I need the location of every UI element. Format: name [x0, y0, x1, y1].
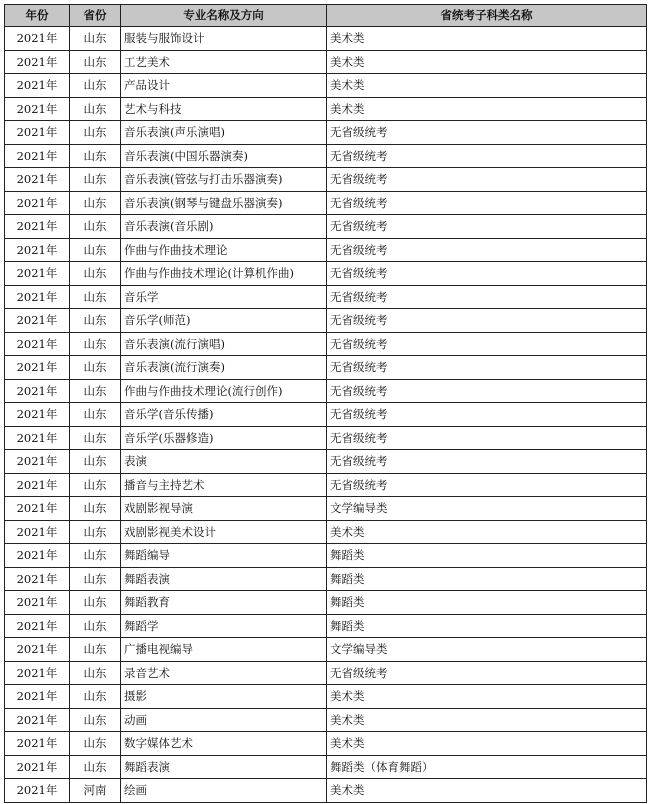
cell-year: 2021年	[5, 403, 70, 427]
cell-major: 音乐学(乐器修造)	[121, 426, 327, 450]
cell-exam-category: 无省级统考	[327, 356, 647, 380]
cell-exam-category: 美术类	[327, 74, 647, 98]
table-row	[5, 50, 647, 74]
cell-province: 山东	[70, 27, 121, 51]
cell-exam-category: 无省级统考	[327, 238, 647, 262]
cell-province: 山东	[70, 97, 121, 121]
table-row	[5, 755, 647, 779]
table-row	[5, 661, 647, 685]
cell-province: 山东	[70, 238, 121, 262]
cell-year: 2021年	[5, 97, 70, 121]
cell-major: 音乐表演(中国乐器演奏)	[121, 144, 327, 168]
cell-major: 音乐表演(声乐演唱)	[121, 121, 327, 145]
table-row	[5, 544, 647, 568]
cell-year: 2021年	[5, 638, 70, 662]
cell-year: 2021年	[5, 732, 70, 756]
table-row	[5, 27, 647, 51]
cell-province: 山东	[70, 168, 121, 192]
table-row	[5, 638, 647, 662]
cell-exam-category: 舞蹈类	[327, 614, 647, 638]
table-row	[5, 191, 647, 215]
table-row	[5, 567, 647, 591]
table-row	[5, 144, 647, 168]
table-row	[5, 779, 647, 803]
cell-year: 2021年	[5, 779, 70, 803]
cell-major: 录音艺术	[121, 661, 327, 685]
cell-major: 音乐表演(流行演奏)	[121, 356, 327, 380]
cell-major: 表演	[121, 450, 327, 474]
cell-major: 产品设计	[121, 74, 327, 98]
cell-exam-category: 美术类	[327, 97, 647, 121]
cell-major: 音乐表演(流行演唱)	[121, 332, 327, 356]
table-row	[5, 450, 647, 474]
cell-province: 山东	[70, 426, 121, 450]
cell-year: 2021年	[5, 332, 70, 356]
cell-major: 作曲与作曲技术理论(流行创作)	[121, 379, 327, 403]
cell-exam-category: 无省级统考	[327, 262, 647, 286]
cell-year: 2021年	[5, 497, 70, 521]
table-body	[5, 27, 647, 803]
cell-province: 山东	[70, 685, 121, 709]
cell-exam-category: 无省级统考	[327, 285, 647, 309]
cell-year: 2021年	[5, 238, 70, 262]
table-row	[5, 520, 647, 544]
cell-province: 山东	[70, 285, 121, 309]
table-row	[5, 379, 647, 403]
cell-exam-category: 美术类	[327, 708, 647, 732]
cell-exam-category: 无省级统考	[327, 121, 647, 145]
cell-year: 2021年	[5, 215, 70, 239]
cell-exam-category: 无省级统考	[327, 661, 647, 685]
cell-major: 作曲与作曲技术理论	[121, 238, 327, 262]
cell-major: 广播电视编导	[121, 638, 327, 662]
table-row	[5, 215, 647, 239]
cell-exam-category: 无省级统考	[327, 191, 647, 215]
cell-year: 2021年	[5, 708, 70, 732]
table-row	[5, 473, 647, 497]
cell-major: 绘画	[121, 779, 327, 803]
admissions-table	[4, 4, 647, 803]
cell-major: 音乐学(音乐传播)	[121, 403, 327, 427]
cell-province: 山东	[70, 379, 121, 403]
table-row	[5, 708, 647, 732]
cell-province: 山东	[70, 473, 121, 497]
header-province: 省份	[70, 5, 121, 27]
cell-year: 2021年	[5, 520, 70, 544]
header-exam-category: 省统考子科类名称	[327, 5, 647, 27]
cell-major: 动画	[121, 708, 327, 732]
header-major: 专业名称及方向	[121, 5, 327, 27]
cell-exam-category: 无省级统考	[327, 309, 647, 333]
cell-year: 2021年	[5, 262, 70, 286]
table-row	[5, 74, 647, 98]
table-row	[5, 497, 647, 521]
table-row	[5, 332, 647, 356]
cell-year: 2021年	[5, 50, 70, 74]
cell-province: 山东	[70, 74, 121, 98]
cell-province: 山东	[70, 121, 121, 145]
cell-exam-category: 文学编导类	[327, 497, 647, 521]
cell-province: 山东	[70, 732, 121, 756]
cell-exam-category: 舞蹈类（体育舞蹈）	[327, 755, 647, 779]
cell-major: 音乐表演(管弦与打击乐器演奏)	[121, 168, 327, 192]
table-row	[5, 97, 647, 121]
cell-exam-category: 无省级统考	[327, 379, 647, 403]
table-row	[5, 403, 647, 427]
cell-major: 舞蹈教育	[121, 591, 327, 615]
cell-major: 艺术与科技	[121, 97, 327, 121]
cell-year: 2021年	[5, 309, 70, 333]
cell-province: 山东	[70, 309, 121, 333]
cell-province: 山东	[70, 497, 121, 521]
table-row	[5, 285, 647, 309]
cell-exam-category: 无省级统考	[327, 332, 647, 356]
cell-major: 作曲与作曲技术理论(计算机作曲)	[121, 262, 327, 286]
cell-year: 2021年	[5, 168, 70, 192]
cell-major: 戏剧影视美术设计	[121, 520, 327, 544]
cell-province: 山东	[70, 567, 121, 591]
table-row	[5, 614, 647, 638]
cell-major: 服装与服饰设计	[121, 27, 327, 51]
cell-province: 山东	[70, 450, 121, 474]
cell-major: 摄影	[121, 685, 327, 709]
cell-year: 2021年	[5, 614, 70, 638]
cell-exam-category: 无省级统考	[327, 168, 647, 192]
table-row	[5, 685, 647, 709]
cell-year: 2021年	[5, 567, 70, 591]
cell-province: 山东	[70, 544, 121, 568]
cell-province: 山东	[70, 215, 121, 239]
cell-province: 山东	[70, 520, 121, 544]
cell-year: 2021年	[5, 591, 70, 615]
cell-major: 播音与主持艺术	[121, 473, 327, 497]
cell-year: 2021年	[5, 379, 70, 403]
table-row	[5, 238, 647, 262]
cell-year: 2021年	[5, 473, 70, 497]
cell-province: 山东	[70, 332, 121, 356]
cell-exam-category: 美术类	[327, 685, 647, 709]
cell-province: 山东	[70, 356, 121, 380]
cell-exam-category: 无省级统考	[327, 144, 647, 168]
cell-major: 舞蹈表演	[121, 755, 327, 779]
cell-major: 工艺美术	[121, 50, 327, 74]
cell-exam-category: 舞蹈类	[327, 591, 647, 615]
cell-major: 舞蹈编导	[121, 544, 327, 568]
cell-year: 2021年	[5, 544, 70, 568]
cell-year: 2021年	[5, 755, 70, 779]
cell-year: 2021年	[5, 144, 70, 168]
cell-exam-category: 美术类	[327, 732, 647, 756]
cell-exam-category: 美术类	[327, 779, 647, 803]
cell-province: 山东	[70, 403, 121, 427]
cell-year: 2021年	[5, 285, 70, 309]
cell-province: 山东	[70, 708, 121, 732]
cell-year: 2021年	[5, 450, 70, 474]
cell-year: 2021年	[5, 661, 70, 685]
cell-major: 舞蹈表演	[121, 567, 327, 591]
table-row	[5, 262, 647, 286]
cell-year: 2021年	[5, 74, 70, 98]
cell-exam-category: 舞蹈类	[327, 544, 647, 568]
table-row	[5, 356, 647, 380]
cell-major: 数字媒体艺术	[121, 732, 327, 756]
cell-province: 山东	[70, 191, 121, 215]
cell-exam-category: 无省级统考	[327, 426, 647, 450]
cell-major: 音乐表演(钢琴与键盘乐器演奏)	[121, 191, 327, 215]
cell-year: 2021年	[5, 426, 70, 450]
cell-exam-category: 无省级统考	[327, 403, 647, 427]
cell-year: 2021年	[5, 121, 70, 145]
cell-exam-category: 舞蹈类	[327, 567, 647, 591]
cell-year: 2021年	[5, 356, 70, 380]
table-row	[5, 591, 647, 615]
cell-exam-category: 文学编导类	[327, 638, 647, 662]
table-row	[5, 426, 647, 450]
cell-province: 山东	[70, 661, 121, 685]
table-row	[5, 732, 647, 756]
table-row	[5, 309, 647, 333]
cell-province: 河南	[70, 779, 121, 803]
cell-major: 音乐表演(音乐剧)	[121, 215, 327, 239]
cell-province: 山东	[70, 591, 121, 615]
cell-exam-category: 美术类	[327, 27, 647, 51]
cell-province: 山东	[70, 144, 121, 168]
table-row	[5, 168, 647, 192]
cell-major: 音乐学	[121, 285, 327, 309]
cell-major: 舞蹈学	[121, 614, 327, 638]
cell-province: 山东	[70, 755, 121, 779]
cell-exam-category: 美术类	[327, 520, 647, 544]
cell-province: 山东	[70, 262, 121, 286]
cell-province: 山东	[70, 638, 121, 662]
cell-exam-category: 无省级统考	[327, 450, 647, 474]
cell-exam-category: 美术类	[327, 50, 647, 74]
cell-year: 2021年	[5, 191, 70, 215]
table-row	[5, 121, 647, 145]
cell-year: 2021年	[5, 685, 70, 709]
cell-exam-category: 无省级统考	[327, 215, 647, 239]
cell-major: 戏剧影视导演	[121, 497, 327, 521]
cell-exam-category: 无省级统考	[327, 473, 647, 497]
header-row	[5, 5, 647, 27]
header-year: 年份	[5, 5, 70, 27]
cell-year: 2021年	[5, 27, 70, 51]
cell-province: 山东	[70, 50, 121, 74]
cell-province: 山东	[70, 614, 121, 638]
cell-major: 音乐学(师范)	[121, 309, 327, 333]
